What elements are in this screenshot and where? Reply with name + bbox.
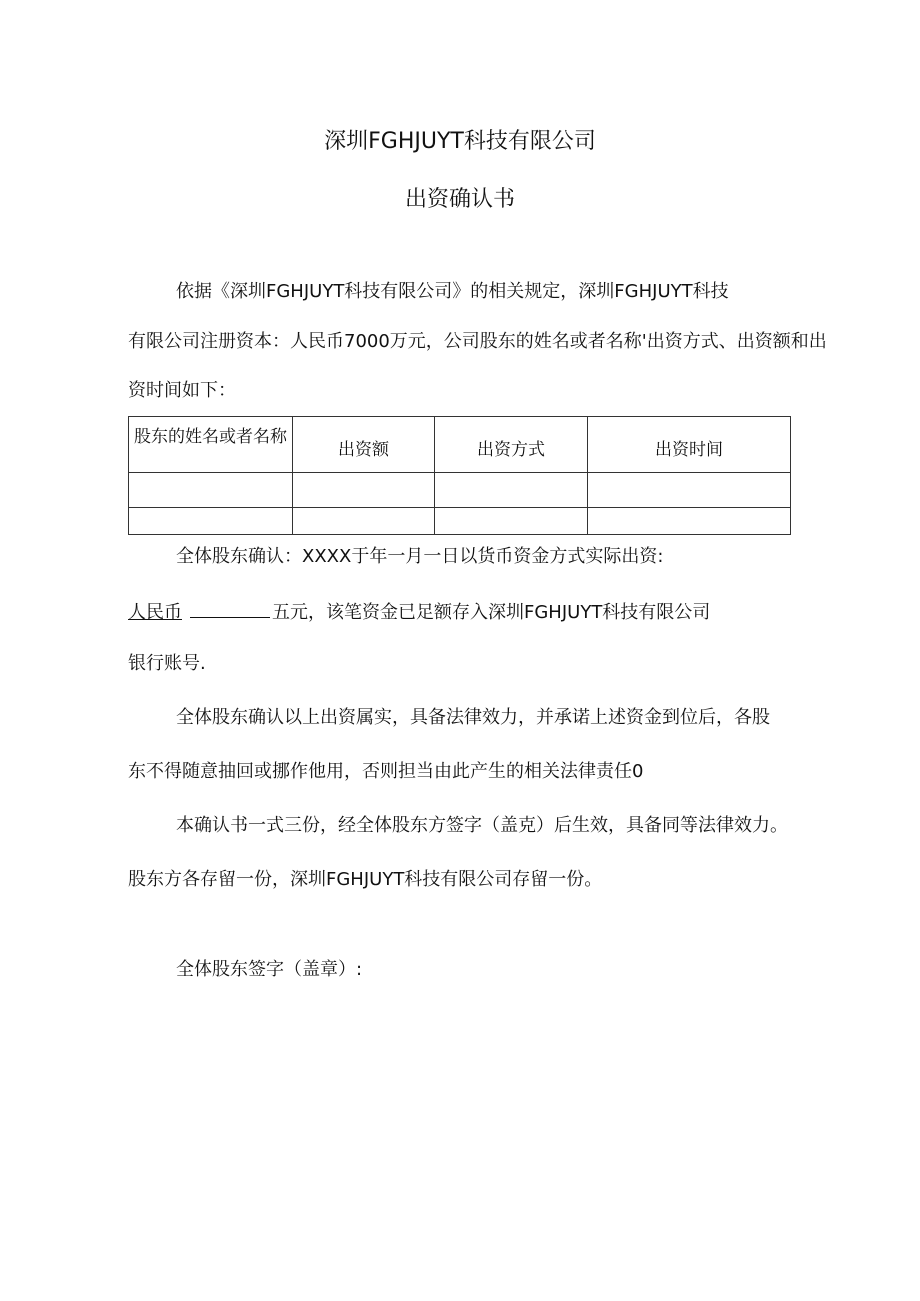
header-shareholder-name: 股东的姓名或者名称 [129,417,293,473]
para3-line-1: 本确认书一式三份，经全体股东方签字（盖克）后生效，具备同等法律效力。 [176,815,788,836]
table-cell [588,508,791,535]
intro-line-1: 依据《深圳FGHJUYT科技有限公司》的相关规定，深圳FGHJUYT科技 [176,281,729,302]
amount-blank [190,599,270,618]
table-header-row [129,417,791,473]
table-cell [435,508,588,535]
para3-line-2: 股东方各存留一份，深圳FGHJUYT科技有限公司存留一份。 [128,869,603,890]
currency-label: 人民币 [128,602,182,623]
confirm-line-1: 全体股东确认：XXXX于年一月一日以货币资金方式实际出资: [176,546,664,567]
header-contribution-time: 出资时间 [588,417,791,473]
table-cell [588,473,791,508]
table-cell [293,508,435,535]
table-row [129,508,791,535]
confirm-line-3: 银行账号. [128,653,206,674]
confirm-line-2 [128,599,710,625]
confirm-line-2-text: 五元，该笔资金已足额存入深圳FGHJUYT科技有限公司 [272,602,711,623]
header-contribution-method: 出资方式 [435,417,588,473]
intro-line-2: 有限公司注册资本：人民币7000万元，公司股东的姓名或者名称'出资方式、出资额和出 [128,331,827,352]
para2-line-1: 全体股东确认以上出资属实，具备法律效力，并承诺上述资金到位后，各股 [176,707,770,728]
intro-line-3: 资时间如下： [128,380,236,401]
company-title: 深圳FGHJUYT科技有限公司 [324,129,596,154]
header-contribution-amount: 出资额 [293,417,435,473]
table-cell [435,473,588,508]
document-title: 出资确认书 [404,187,515,212]
table-row [129,473,791,508]
contribution-table [128,416,791,535]
table-cell [293,473,435,508]
table-cell [129,473,293,508]
table-cell [129,508,293,535]
para2-line-2: 东不得随意抽回或挪作他用，否则担当由此产生的相关法律责任0 [128,761,644,782]
signature-label: 全体股东签字（盖章）: [176,959,363,980]
